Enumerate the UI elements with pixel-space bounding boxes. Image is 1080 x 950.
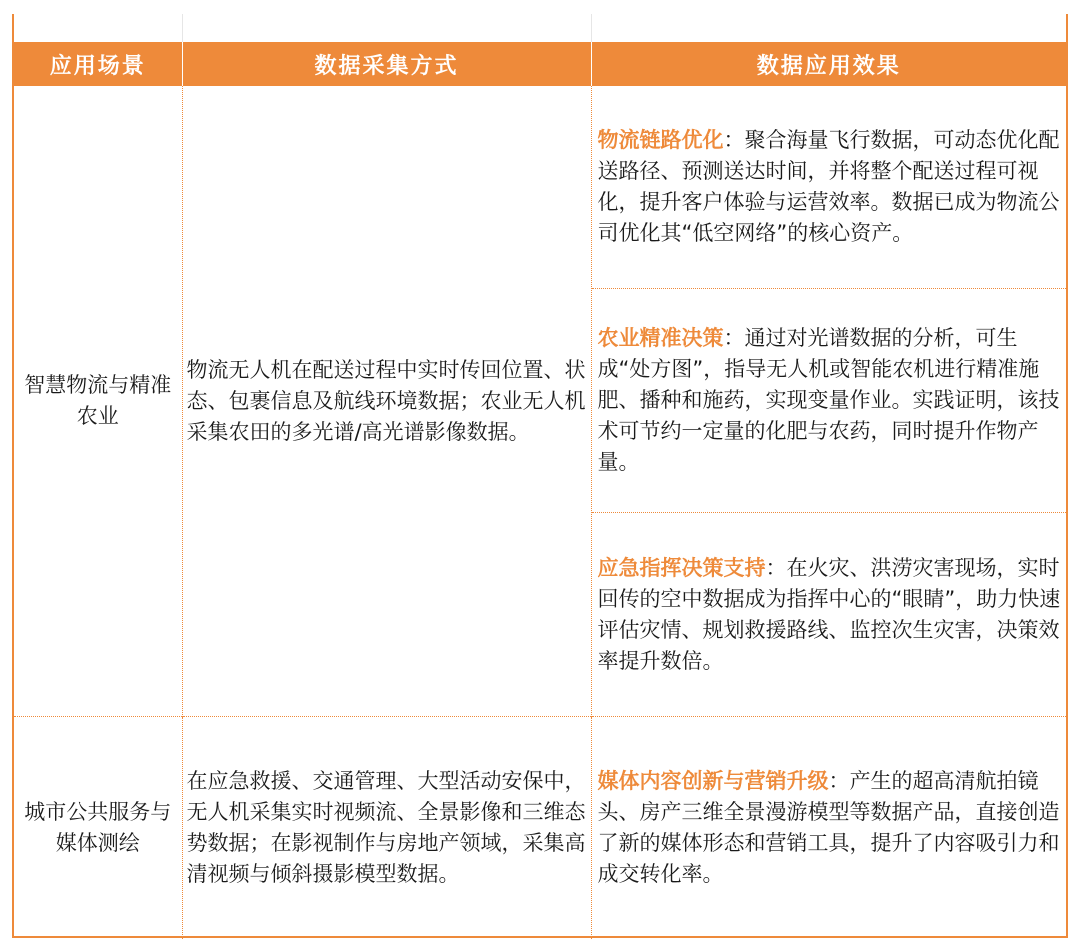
effect-title: 物流链路优化 — [597, 128, 724, 152]
spacer-cell — [14, 14, 182, 42]
header-effects: 数据应用效果 — [591, 42, 1066, 86]
effect-text: ：产生的超高清航拍镜头、房产三维全景漫游模型等数据产品，直接创造了新的媒体形态和营销工具，提升了内容吸引力和成交转化率。 — [597, 769, 1060, 886]
header-collection: 数据采集方式 — [182, 42, 591, 86]
header-scenario: 应用场景 — [14, 42, 182, 86]
effect-paragraph — [598, 125, 1065, 249]
effect-item — [592, 512, 1067, 716]
effect-text: ：聚合海量飞行数据，可动态优化配送路径、预测送达时间，并将整个配送过程可视化，提升客户体验与运营效率。数据已成为物流公司优化其“低空网络”的核心资产。 — [597, 128, 1060, 245]
spacer-cell — [591, 14, 1066, 42]
effect-item — [592, 288, 1067, 512]
effects-cell — [591, 86, 1066, 717]
effect-paragraph — [598, 323, 1065, 478]
scenario-cell: 城市公共服务与媒体测绘 — [14, 717, 182, 940]
table-header-row — [14, 42, 1066, 86]
effect-item — [592, 717, 1067, 939]
effect-text: ：在火灾、洪涝灾害现场，实时回传的空中数据成为指挥中心的“眼睛”，助力快速评估灾情、规划救援路线、监控次生灾害，决策效率提升数倍。 — [597, 555, 1061, 673]
table-row — [14, 86, 1066, 717]
table-row — [14, 717, 1066, 940]
effect-title: 媒体内容创新与营销升级 — [597, 769, 829, 793]
spacer-cell — [182, 14, 591, 42]
scenario-cell: 智慧物流与精准农业 — [24, 373, 172, 428]
effect-item — [592, 86, 1067, 288]
effect-paragraph — [598, 553, 1065, 677]
table-top-spacer-row — [14, 14, 1066, 42]
effect-title: 农业精准决策 — [597, 326, 724, 350]
effect-title: 应急指挥决策支持 — [597, 555, 766, 580]
effect-paragraph — [598, 766, 1065, 890]
effect-text: ：通过对光谱数据的分析，可生成“处方图”，指导无人机或智能农机进行精准施肥、播种和施药，实现变量作业。实践证明，该技术可节约一定量的化肥与农药，同时提升作物产量。 — [597, 326, 1060, 474]
scenario-table — [14, 14, 1066, 939]
effects-cell — [591, 717, 1066, 940]
collection-cell: 在应急救援、交通管理、大型活动安保中，无人机采集实时视频流、全景影像和三维态势数据；在影视制作与房地产领域，采集高清视频与倾斜摄影模型数据。 — [182, 717, 591, 940]
collection-cell: 物流无人机在配送过程中实时传回位置、状态、包裹信息及航线环境数据；农业无人机采集农田的多光谱/高光谱影像数据。 — [182, 86, 591, 717]
data-table-container — [12, 14, 1068, 938]
